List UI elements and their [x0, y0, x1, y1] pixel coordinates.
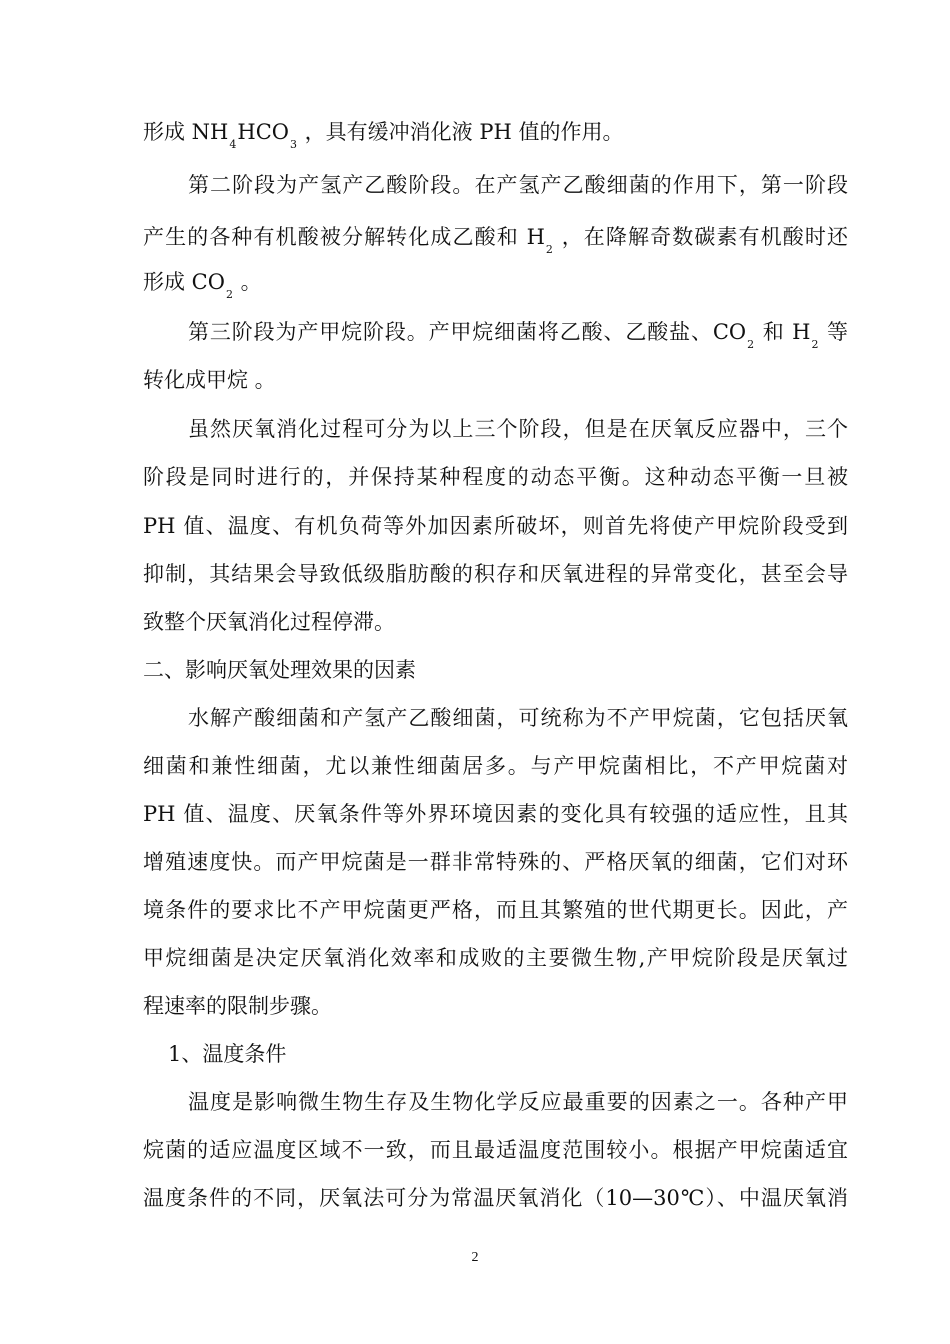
text-line [143, 895, 848, 925]
subscript: 2 [811, 338, 819, 351]
text-line [188, 317, 848, 351]
subscript: 2 [545, 243, 553, 256]
text-run: 形成 NH [143, 120, 229, 144]
text-run: 等 [819, 320, 848, 344]
subsection-heading [168, 1039, 286, 1069]
text-run: 水解产酸细菌和产氢产乙酸细菌，可统称为不产甲烷菌，它包括厌氧 [188, 706, 848, 730]
subscript: 2 [225, 288, 233, 301]
text-line [143, 222, 848, 256]
text-run: 温度条件的不同，厌氧法可分为常温厌氧消化（10—30℃）、中温厌氧消 [143, 1186, 848, 1210]
text-line [143, 511, 848, 541]
text-run: ，具有缓冲消化液 PH 值的作用。 [297, 120, 624, 144]
text-run: 抑制，其结果会导致低级脂肪酸的积存和厌氧进程的异常变化，甚至会导 [143, 562, 848, 586]
text-run: ，在降解奇数碳素有机酸时还 [553, 225, 848, 249]
text-run: 甲烷细菌是决定厌氧消化效率和成败的主要微生物,产甲烷阶段是厌氧过 [143, 946, 848, 970]
text-line [143, 751, 848, 781]
text-run: PH 值、温度、厌氧条件等外界环境因素的变化具有较强的适应性，且其 [143, 802, 848, 826]
text-run: 。 [233, 270, 262, 294]
text-line [188, 170, 848, 200]
text-run: 转化成甲烷 。 [143, 368, 276, 392]
text-line [188, 414, 848, 444]
text-run: 形成 CO [143, 270, 225, 294]
text-run: 第三阶段为产甲烷阶段。产甲烷细菌将乙酸、乙酸盐、CO [188, 320, 747, 344]
text-run: PH 值、温度、有机负荷等外加因素所破坏，则首先将使产甲烷阶段受到 [143, 514, 848, 538]
text-run: 1、温度条件 [168, 1042, 287, 1066]
text-run: 致整个厌氧消化过程停滞。 [143, 610, 395, 634]
text-line [143, 799, 848, 829]
text-line [143, 117, 624, 151]
text-line [143, 365, 276, 395]
text-run: 烷菌的适应温度区域不一致，而且最适温度范围较小。根据产甲烷菌适宜 [143, 1138, 848, 1162]
text-line [143, 1135, 848, 1165]
text-line [143, 267, 262, 301]
text-line [143, 1183, 848, 1213]
subscript: 2 [747, 338, 755, 351]
text-run: 细菌和兼性细菌，尤以兼性细菌居多。与产甲烷菌相比，不产甲烷菌对 [143, 754, 848, 778]
text-run: 境条件的要求比不产甲烷菌更严格，而且其繁殖的世代期更长。因此，产 [143, 898, 848, 922]
text-line [143, 559, 848, 589]
text-line [188, 1087, 848, 1117]
section-heading [143, 655, 416, 685]
text-run: 和 H [755, 320, 811, 344]
text-run: HCO [237, 120, 289, 144]
subscript: 4 [229, 138, 237, 151]
text-run: 增殖速度快。而产甲烷菌是一群非常特殊的、严格厌氧的细菌，它们对环 [143, 850, 848, 874]
text-line [143, 847, 848, 877]
text-run: 二、影响厌氧处理效果的因素 [143, 658, 416, 682]
text-line [143, 462, 848, 492]
text-run: 产生的各种有机酸被分解转化成乙酸和 H [143, 225, 545, 249]
text-run: 虽然厌氧消化过程可分为以上三个阶段，但是在厌氧反应器中，三个 [188, 417, 848, 441]
text-run: 温度是影响微生物生存及生物化学反应最重要的因素之一。各种产甲 [188, 1090, 848, 1114]
subscript: 3 [289, 138, 297, 151]
text-run: 程速率的限制步骤。 [143, 994, 332, 1018]
text-run: 阶段是同时进行的，并保持某种程度的动态平衡。这种动态平衡一旦被 [143, 465, 848, 489]
text-line [143, 943, 848, 973]
text-line [143, 607, 395, 637]
text-line [143, 991, 332, 1021]
text-line [188, 703, 848, 733]
text-run: 第二阶段为产氢产乙酸阶段。在产氢产乙酸细菌的作用下，第一阶段 [188, 173, 848, 197]
page-number: 2 [471, 1250, 479, 1265]
